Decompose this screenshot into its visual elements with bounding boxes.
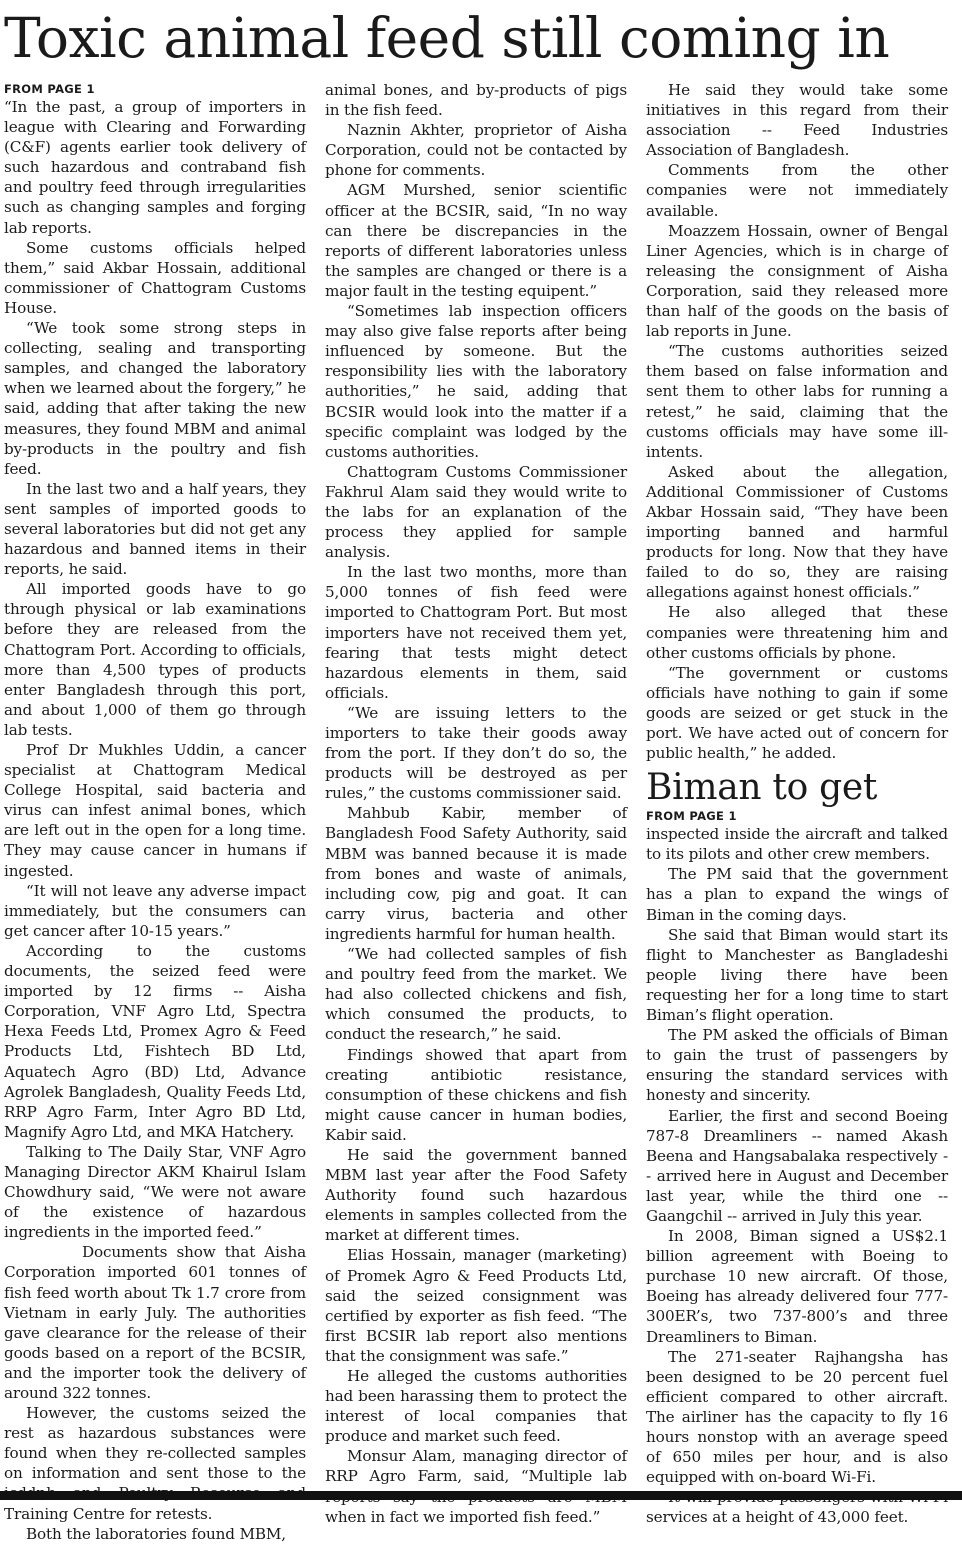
paragraph: animal bones, and by-products of pigs in the fish feed.	[325, 81, 627, 120]
paragraph: The 271-seater Rajhangsha has been designed to be 20 percent fuel efficient compared to other aircraft. The airliner has the capacity to fly 16 hours nonstop with an average speed of 650 miles per hour, and is also equipped with on-board Wi-Fi.	[646, 1347, 948, 1487]
paragraph: Moazzem Hossain, owner of Bengal Liner Agencies, which is in charge of releasing the consignment of Aisha Corporation, said they released more than half of the goods on the basis of lab reports in June.	[646, 221, 948, 341]
paragraph: “We took some strong steps in collecting, sealing and transporting samples, and changed the laboratory when we learned about the forgery,” he said, adding that after taking the new measures, they found MBM and animal by-products in the poultry and fish feed.	[4, 319, 306, 478]
paragraph: AGM Murshed, senior scientific officer at the BCSIR, said, “In no way can there be discrepancies in the reports of different laboratories unless the samples are changed or there is a major fault in the testing equipent.”	[325, 181, 627, 300]
paragraph: He alleged the customs authorities had been harassing them to protect the interest of local companies that produce and market such feed.	[325, 1367, 627, 1446]
paragraph: Documents show that Aisha Corporation imported 601 tonnes of fish feed worth about Tk 1.7 crore from Vietnam in early July. The authorities gave clearance for the release of their goods based on a report of the BCSIR, and the importer took the delivery of around 322 tonnes.	[4, 1243, 306, 1402]
paragraph: “It will not leave any adverse impact immediately, but the consumers can get cancer after 10-15 years.”	[4, 881, 306, 940]
paragraph: “The government or customs officials have nothing to gain if some goods are seized or get stuck in the port. We have acted out of concern for public health,” he added.	[646, 663, 948, 763]
paragraph: “The customs authorities seized them based on false information and sent them to other labs for running a retest,” he said, claiming that the customs officials may have some ill-intents.	[646, 342, 948, 461]
paragraph: Mahbub Kabir, member of Bangladesh Food Safety Authority, said MBM was banned because it is made from bones and waste of animals, including cow, pig and goat. It can carry virus, bacteria and other ingredients harmful for human health.	[325, 804, 627, 943]
paragraph: In the last two months, more than 5,000 tonnes of fish feed were imported to Chattogram Port. But most importers have not received them yet, fearing that tests might detect hazardous elements in them, said officials.	[325, 563, 627, 702]
paragraph: Talking to The Daily Star, VNF Agro Managing Director AKM Khairul Islam Chowdhury said, “We were not aware of the existence of hazardous ingredients in the imported feed.”	[4, 1142, 306, 1242]
paragraph: inspected inside the aircraft and talked to its pilots and other crew members.	[646, 825, 948, 864]
paragraph: Some customs officials helped them,” said Akbar Hossain, additional commissioner of Chattogram Customs House.	[4, 238, 306, 317]
paragraph: According to the customs documents, the seized feed were imported by 12 firms -- Aisha Corporation, VNF Agro Ltd, Spectra Hexa Feeds Ltd, Promex Agro & Feed Products Ltd, Fishtech BD Ltd, Aquatech Agro (BD) Ltd, Advance Agrolek Bangladesh, Quality Feeds Ltd, RRP Agro Farm, Inter Agro BD Ltd, Magnify Agro Ltd, and MKA Hatchery.	[4, 941, 306, 1141]
paragraph: Chattogram Customs Commissioner Fakhrul Alam said they would write to the labs for an explanation of the process they applied for sample analysis.	[325, 462, 627, 562]
paragraph: He said they would take some initiatives in this regard from their association -- Feed Industries Association of Bangladesh.	[646, 81, 948, 160]
from-page-label: FROM PAGE 1	[646, 809, 737, 824]
paragraph: “We are issuing letters to the importers to take their goods away from the port. If they don’t do so, the products will be destroyed as per rules,” the customs commissioner said.	[325, 703, 627, 803]
paragraph: Elias Hossain, manager (marketing) of Promek Agro & Feed Products Ltd, said the seized consignment was certified by exporter as fish feed. “The first BCSIR lab report also mentions that the consignment was safe.”	[325, 1246, 627, 1365]
paragraph: He said the government banned MBM last year after the Food Safety Authority found such hazardous elements in samples collected from the market at different times.	[325, 1145, 627, 1245]
paragraph: All imported goods have to go through physical or lab examinations before they are released from the Chattogram Port. According to officials, more than 4,500 types of products enter Bangladesh through this port, and about 1,000 of them go through lab tests.	[4, 580, 306, 739]
paragraph: Asked about the allegation, Additional Commissioner of Customs Akbar Hossain said, “They have been importing banned and harmful products for long. Now that they have failed to do so, they are raising allegations against honest officials.”	[646, 462, 948, 602]
paragraph: He also alleged that these companies were threatening him and other customs officials by phone.	[646, 603, 948, 662]
biman-subheadline: Biman to get	[646, 767, 877, 809]
paragraph: Monsur Alam, managing director of RRP Agro Farm, said, “Multiple lab when in fact we imported fish feed.”	[325, 1447, 627, 1526]
article-column-3	[646, 80, 948, 1527]
paragraph: Both the laboratories found MBM,	[26, 1524, 286, 1543]
paragraph: “We had collected samples of fish and poultry feed from the market. We had also collected chickens and fish, which consumed the products, to conduct the research,” he said.	[325, 945, 627, 1044]
paragraph: The PM asked the officials of Biman to gain the trust of passengers by ensuring the standard services with honesty and sincerity.	[646, 1026, 948, 1105]
paragraph: However, the customs seized the rest as hazardous substances were found when they re-collected samples on information and sent those to the Training Centre for retests.	[4, 1404, 306, 1523]
paragraph: Prof Dr Mukhles Uddin, a cancer specialist at Chattogram Medical College Hospital, said bacteria and virus can infest animal bones, which are left out in the open for a long time. They may cause cancer in humans if ingested.	[4, 741, 306, 880]
paragraph: The PM said that the government has a plan to expand the wings of Biman in the coming days.	[646, 865, 948, 924]
article-column-2	[325, 80, 627, 1526]
paragraph: She said that Biman would start its flight to Manchester as Bangladeshi people living there have been requesting her for a long time to start Biman’s flight operation.	[646, 925, 948, 1025]
paragraph: Findings showed that apart from creating antibiotic resistance, consumption of these chickens and fish might cause cancer in human bodies, Kabir said.	[325, 1045, 627, 1144]
paragraph: In the last two and a half years, they sent samples of imported goods to several laboratories but did not get any hazardous and banned items in their reports, he said.	[4, 479, 306, 579]
headline: Toxic animal feed still coming in	[4, 6, 890, 70]
paragraph: services at a height of 43,000 feet.	[646, 1508, 909, 1527]
paragraph: In 2008, Biman signed a US$2.1 billion agreement with Boeing to purchase 10 new aircraft. Of those, Boeing has already delivered four 777-300ER’s, two 737-800’s and three Dreamliners to Biman.	[646, 1227, 948, 1346]
bottom-rule	[0, 1491, 962, 1500]
from-page-label: FROM PAGE 1	[4, 82, 95, 96]
paragraph: “In the past, a group of importers in league with Clearing and Forwarding (C&F) agents earlier took delivery of such hazardous and contraband fish and poultry feed through irregularities such as changing samples and forging lab reports.	[4, 98, 306, 237]
paragraph: Comments from the other companies were not immediately available.	[646, 161, 948, 220]
paragraph: Naznin Akhter, proprietor of Aisha Corporation, could not be contacted by phone for comments.	[325, 121, 627, 180]
paragraph: “Sometimes lab inspection officers may also give false reports after being influenced by someone. But the responsibility lies with the laboratory authorities,” he said, adding that BCSIR would look into the matter if a specific complaint was lodged by the customs authorities.	[325, 302, 627, 461]
article-column-1	[4, 80, 306, 1543]
paragraph: Earlier, the first and second Boeing 787-8 Dreamliners -- named Akash Beena and Hangsabalaka respectively -- arrived here in August and December last year, while the third one -- Gaangchil -- arrived in July this year.	[646, 1106, 948, 1225]
